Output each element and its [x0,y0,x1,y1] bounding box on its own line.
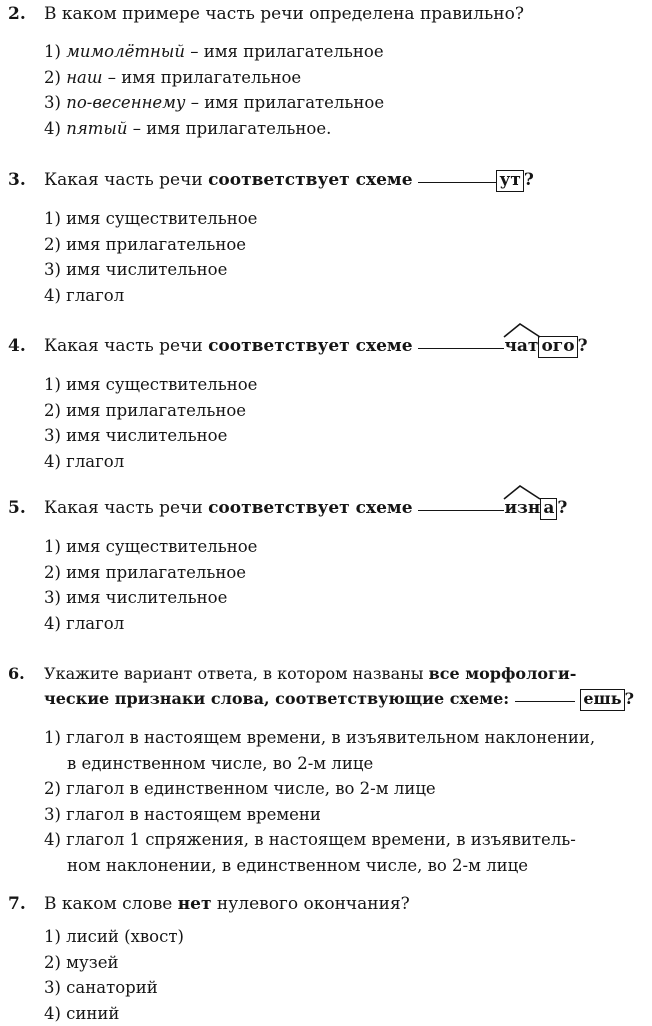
option-2[interactable]: 2) имя прилагательное [44,560,257,586]
option-1[interactable]: 1) мимолётный – имя прилагательное [44,39,384,65]
options-list [44,206,257,308]
option-3[interactable]: 3) глагол в настоящем времени [44,802,595,828]
option-1[interactable]: 1) имя существительное [44,206,257,232]
options-list [44,924,184,1026]
question-number: 5. [8,498,44,518]
scheme-blank [418,347,504,349]
option-4[interactable]: 4) синий [44,1001,184,1026]
question-3-heading: 3. Какая часть речи соответствует схеме ут ? [8,170,534,192]
option-2[interactable]: 2) имя прилагательное [44,398,257,424]
option-1[interactable]: 1) лисий (хвост) [44,924,184,950]
scheme-ending-box: ого [538,336,577,358]
root-roof-icon [502,322,542,338]
root-roof-icon [502,484,542,500]
question-6-heading: 6. Укажите вариант ответа, в котором названы все морфологи- [8,664,576,683]
question-7-heading: 7. В каком слове нет нулевого окончания? [8,894,410,914]
scheme-blank [418,509,504,511]
options-list [44,39,384,141]
option-3[interactable]: 3) санаторий [44,975,184,1001]
option-2[interactable]: 2) музей [44,950,184,976]
question-number: 4. [8,336,44,356]
scheme-ending-box: а [540,498,557,520]
option-2[interactable]: 2) наш – имя прилагательное [44,65,384,91]
question-number: 6. [8,664,44,683]
option-3[interactable]: 3) имя числительное [44,585,257,611]
option-1-continuation[interactable]: в единственном числе, во 2-м лице [44,751,595,777]
question-2-heading [8,4,524,24]
option-1[interactable]: 1) глагол в настоящем времени, в изъявительном наклонении, [44,725,595,751]
options-list [44,372,257,474]
question-5-heading: 5. Какая часть речи соответствует схеме изн а ? [8,498,567,520]
option-4[interactable]: 4) глагол [44,611,257,637]
scheme-ending-box: ешь [580,689,624,711]
option-4[interactable]: 4) пятый – имя прилагательное. [44,116,384,142]
question-number: 2. [8,4,44,24]
option-4[interactable]: 4) глагол [44,449,257,475]
scheme-root: изн [504,498,540,518]
option-2[interactable]: 2) имя прилагательное [44,232,257,258]
question-number: 3. [8,170,44,190]
option-1[interactable]: 1) имя существительное [44,534,257,560]
question-4-heading: 4. Какая часть речи соответствует схеме чат ого ? [8,336,588,358]
question-6-heading-line2: ческие признаки слова, соответствующие схеме: ешь ? [44,689,634,711]
question-number: 7. [8,894,44,914]
option-3[interactable]: 3) по-весеннему – имя прилагательное [44,90,384,116]
option-4-continuation[interactable]: ном наклонении, в единственном числе, во 2-м лице [44,853,595,879]
question-text: В каком примере часть речи определена правильно? [44,4,524,24]
options-list [44,725,595,878]
scheme-blank [418,181,496,183]
option-4[interactable]: 4) глагол 1 спряжения, в настоящем времени, в изъявитель- [44,827,595,853]
options-list [44,534,257,636]
scheme-root: чат [504,336,538,356]
option-4[interactable]: 4) глагол [44,283,257,309]
option-3[interactable]: 3) имя числительное [44,423,257,449]
option-2[interactable]: 2) глагол в единственном числе, во 2-м лице [44,776,595,802]
option-3[interactable]: 3) имя числительное [44,257,257,283]
scheme-blank [515,700,575,702]
scheme-ending-box: ут [496,170,523,192]
option-1[interactable]: 1) имя существительное [44,372,257,398]
